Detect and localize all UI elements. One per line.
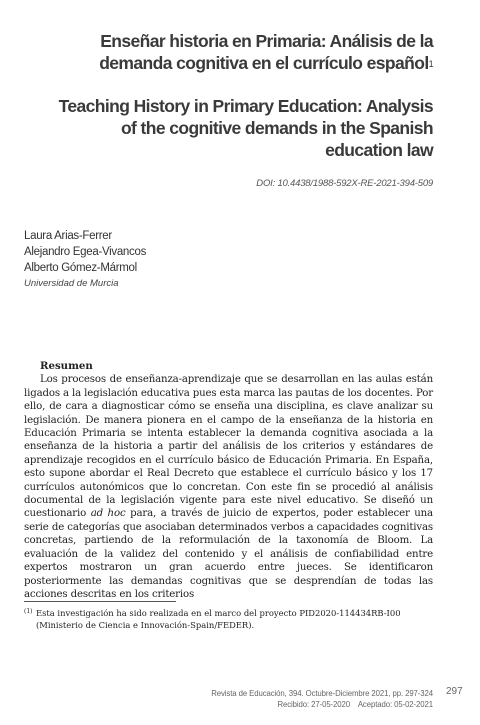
title-english: Teaching History in Primary Education: Analysis of the cognitive demands in the Spanish education law	[58, 96, 433, 160]
author-name: Alejandro Egea-Vivancos	[24, 246, 147, 258]
journal-dates: Recibido: 27-05-2020 Aceptado: 05-02-2021	[277, 700, 433, 709]
journal-info	[211, 688, 433, 710]
title-spanish-text: Enseñar historia en Primaria: Análisis de la demanda cognitiva en el currículo español	[99, 31, 433, 73]
affiliation: Universidad de Murcia	[24, 278, 119, 289]
abstract-italic: ad hoc	[90, 508, 126, 520]
abstract-text: Los procesos de enseñanza-aprendizaje que se desarrollan en las aulas están ligados a la legislación educativa pues esta marca las pautas de los docentes. Por ello, de cara a diagnosticar cómo se enseña una disciplina, es clave analizar su legislación. De manera pionera en el campo de la enseñanza de la historia en Educación Primaria se intenta establecer la demanda cognitiva asociada a la enseñanza de la historia a partir del análisis de los criterios y estándares de aprendizaje recogidos en el currículo básico de Educación Primaria. En España, esto supone abordar el Real Decreto que establece el currículo básico y los 17 currículos autonómicos que lo concretan. Con este fin se procedió al análisis documental de la legislación vigente para este nivel educativo. Se diseñó un cuestionario	[24, 374, 433, 520]
abstract-text-rest: para, a través de juicio de expertos, poder establecer una serie de categorías que asociaban determinados verbos a capacidades cognitivas concretas, partiendo de la reformulación de la taxonomía de Bloom. La evaluación de la validez del contenido y el análisis de confiabilidad entre expertos mostraron un gran acuerdo entre jueces. Se identificaron posteriormente las demandas cognitivas que se desprendían de todas las acciones descritas en los criterios	[24, 508, 433, 600]
journal-citation: Revista de Educación, 394. Octubre-Diciembre 2021, pp. 297-324	[211, 689, 433, 698]
footnote	[24, 608, 434, 631]
footnote-mark: (1)	[24, 608, 33, 615]
page-number: 297	[446, 686, 463, 697]
doi[interactable]: DOI: 10.4438/1988-592X-RE-2021-394-509	[256, 178, 433, 189]
abstract-body	[24, 373, 433, 601]
title-footnote-mark[interactable]: 1	[428, 59, 433, 69]
abstract	[24, 360, 433, 601]
footnote-text: Esta investigación ha sido realizada en el marco del proyecto PID2020-114434RB-I00 (Ministerio de Ciencia e Innovación-Spain/FEDER).	[36, 608, 401, 630]
author-name: Laura Arias-Ferrer	[24, 230, 112, 242]
footnote-divider	[24, 601, 176, 602]
author-list	[24, 228, 146, 291]
author-name: Alberto Gómez-Mármol	[24, 262, 137, 274]
abstract-heading: Resumen	[40, 360, 93, 372]
title-spanish	[53, 30, 433, 74]
